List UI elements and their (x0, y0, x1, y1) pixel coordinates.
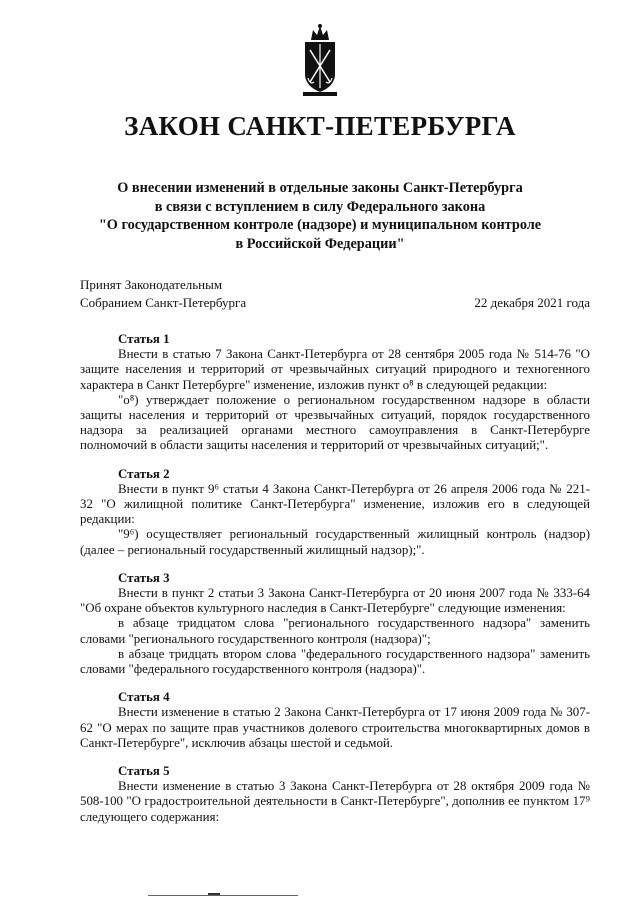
subtitle-line: в связи с вступлением в силу Федерального закона (154, 198, 486, 215)
article (80, 467, 590, 558)
article-title: Статья 4 (118, 690, 170, 705)
article-title: Статья 3 (118, 570, 170, 585)
adopted-date: 22 декабря 2021 года (474, 294, 590, 310)
article-title: Статья 5 (118, 764, 170, 779)
law-body (80, 332, 590, 838)
page-divider (148, 895, 298, 896)
article-paragraph: Внести в пункт 9⁶ статьи 4 Закона Санкт-Петербурга от 26 апреля 2006 года № 221-32 "О жилищной политике Санкт-Петербурга" изменение, изложив его в следующей редакции: (80, 481, 590, 527)
scan-mark (208, 893, 220, 895)
article-paragraph: "о⁸) утверждает положение о региональном государственном надзоре в области защиты населения и территорий от чрезвычайных ситуаций, порядок государственного надзора за реализацией органами местного самоуправления в Санкт-Петербурге полномочий в области защиты населения и территорий от чрезвычайных ситуаций;". (80, 392, 590, 453)
article-paragraph: в абзаце тридцать втором слова "федерального государственного надзора" заменить словами "федерального государственного контроля (надзора)". (80, 646, 590, 677)
article (80, 690, 590, 751)
article-title: Статья 1 (118, 332, 170, 346)
law-title: ЗАКОН САНКТ-ПЕТЕРБУРГА (124, 111, 516, 141)
article-paragraph: Внести изменение в статью 3 Закона Санкт-Петербурга от 28 октября 2009 года № 508-100 "О градостроительной деятельности в Санкт-Петербурге", дополнив ее пунктом 17⁹ следующего содержания: (80, 779, 590, 824)
article (80, 764, 590, 825)
subtitle-line: О внесении изменений в отдельные законы Санкт-Петербурга (117, 180, 523, 196)
coat-of-arms-icon (299, 22, 341, 98)
law-subtitle (80, 179, 560, 253)
adopted-by (80, 276, 246, 311)
article-paragraph: "9⁶) осуществляет региональный государственный жилищный контроль (надзор) (далее – региональный государственный жилищный надзор);". (80, 527, 590, 557)
adopted-line: Собранием Санкт-Петербурга (80, 294, 247, 310)
article-paragraph: Внести в пункт 2 статьи 3 Закона Санкт-Петербурга от 20 июня 2007 года № 333-64 "Об охране объектов культурного наследия в Санкт-Петербурге" следующие изменения: (80, 586, 590, 616)
article-title: Статья 2 (118, 466, 170, 481)
subtitle-line: в Российской Федерации" (235, 235, 405, 252)
article (80, 332, 590, 454)
article-paragraph: Внести в статью 7 Закона Санкт-Петербурга от 28 сентября 2005 года № 514-76 "О защите населения и территорий от чрезвычайных ситуаций природного и техногенного характера в Санкт Петербурге" изменение, изложив пункт о⁸ в следующей редакции: (80, 347, 590, 392)
subtitle-line: "О государственном контроле (надзоре) и муниципальном контроле (98, 217, 542, 233)
article-paragraph: в абзаце тридцатом слова "регионального государственного надзора" заменить словами "регионального государственного контроля (надзора)"; (80, 616, 590, 646)
adopted-line: Принят Законодательным (80, 277, 223, 292)
article-paragraph: Внести изменение в статью 2 Закона Санкт-Петербурга от 17 июня 2009 года № 307-62 "О мерах по защите прав участников долевого строительства многоквартирных домов в Санкт-Петербурге", исключив абзацы шестой и седьмой. (80, 705, 590, 750)
article (80, 571, 590, 677)
